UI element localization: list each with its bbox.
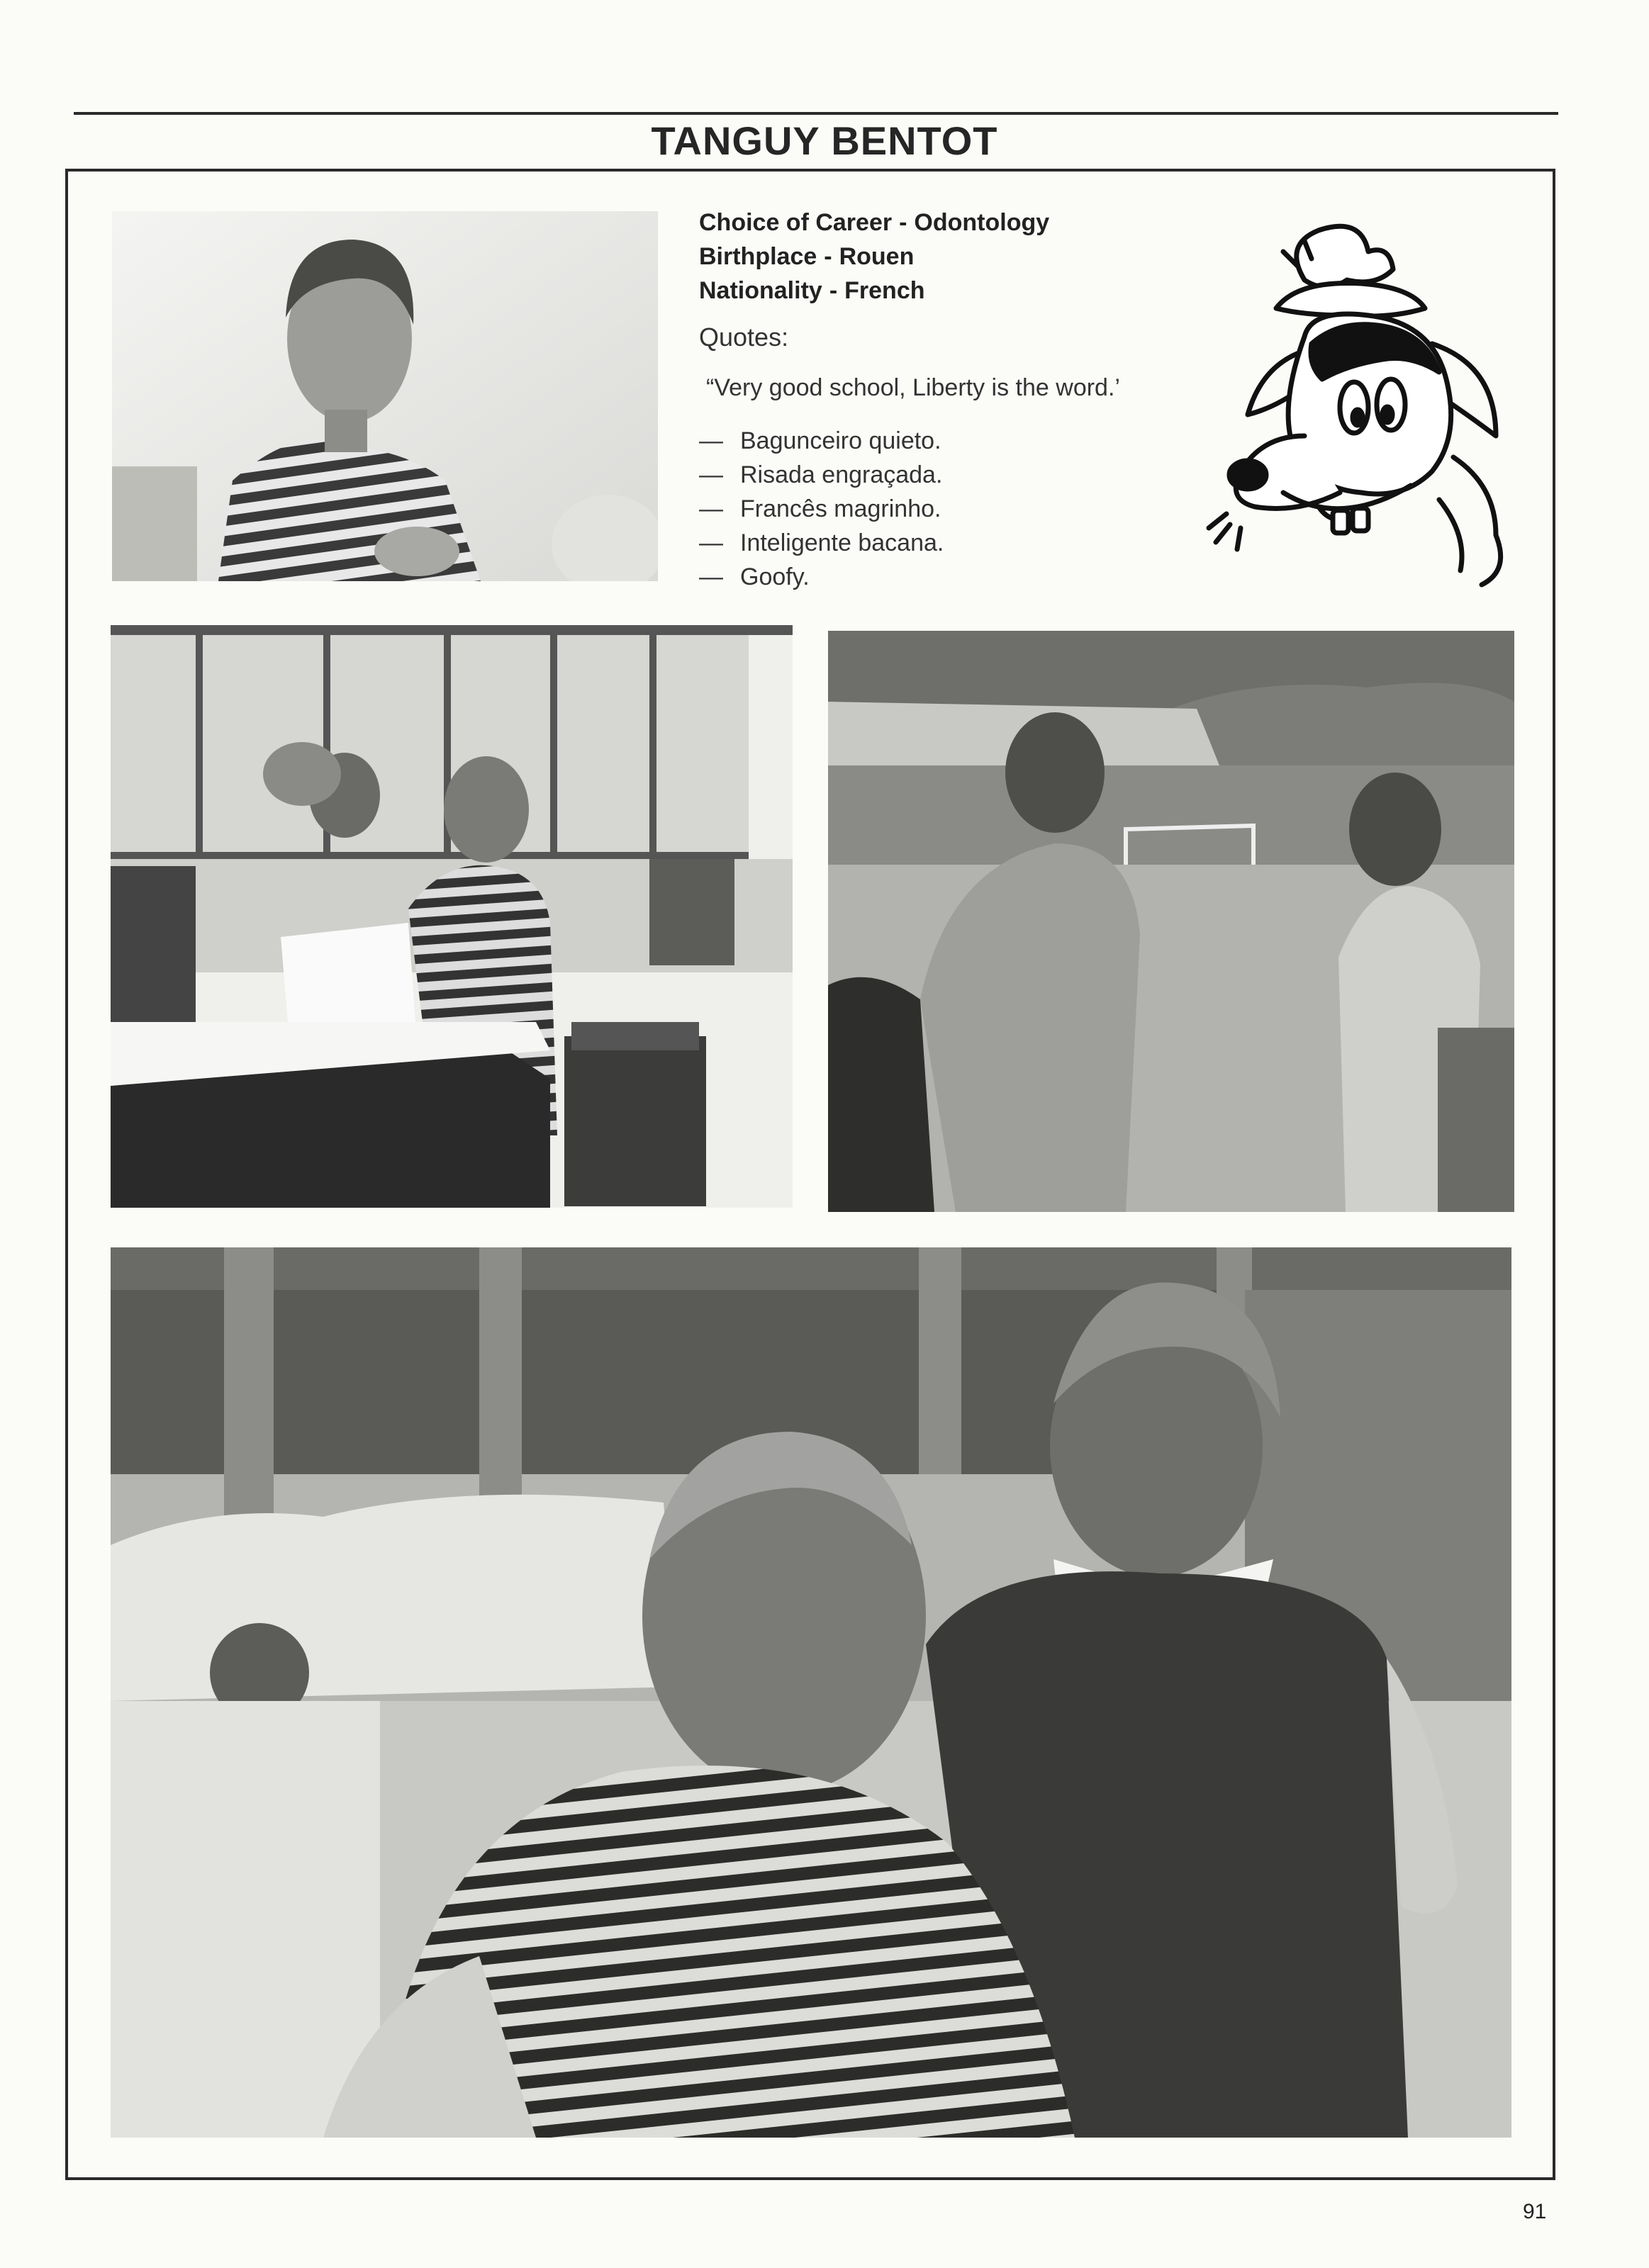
group-photo xyxy=(111,1247,1511,2138)
portrait-photo xyxy=(112,211,658,581)
quote-list xyxy=(699,424,944,594)
dash: — xyxy=(699,529,723,556)
career-value: Odontology xyxy=(914,209,1050,236)
page-number: 91 xyxy=(1523,2200,1547,2223)
main-quote: “Very good school, Liberty is the word.’ xyxy=(706,374,1120,401)
dash: — xyxy=(699,461,723,488)
dash: — xyxy=(699,495,723,522)
quote-text: Bagunceiro quieto. xyxy=(740,427,941,454)
page-title: TANGUY BENTOT xyxy=(651,118,998,163)
career-label: Choice of Career xyxy=(699,209,893,236)
career-line xyxy=(699,206,1238,240)
separator: - xyxy=(824,243,832,270)
nationality-line xyxy=(699,274,1238,308)
top-rule xyxy=(74,112,1558,115)
dash: — xyxy=(699,427,723,454)
quote-item xyxy=(699,458,944,492)
separator: - xyxy=(829,277,838,304)
quote-item xyxy=(699,492,944,526)
quote-item xyxy=(699,526,944,560)
quote-text: Risada engraçada. xyxy=(740,461,943,488)
separator: - xyxy=(899,209,907,236)
quote-text: Inteligente bacana. xyxy=(740,529,944,556)
nationality-label: Nationality xyxy=(699,277,822,304)
birthplace-label: Birthplace xyxy=(699,243,817,270)
quote-item xyxy=(699,424,944,458)
field-photo xyxy=(828,631,1514,1212)
profile-info xyxy=(699,206,1238,308)
dash: — xyxy=(699,563,723,590)
quote-item xyxy=(699,560,944,594)
nationality-value: French xyxy=(844,277,925,304)
goofy-cartoon-icon xyxy=(1198,202,1524,627)
quotes-label: Quotes: xyxy=(699,322,789,352)
birthplace-value: Rouen xyxy=(839,243,915,270)
classroom-photo xyxy=(111,625,793,1208)
quote-text: Goofy. xyxy=(740,563,810,590)
quote-text: Francês magrinho. xyxy=(740,495,941,522)
birthplace-line xyxy=(699,240,1238,274)
